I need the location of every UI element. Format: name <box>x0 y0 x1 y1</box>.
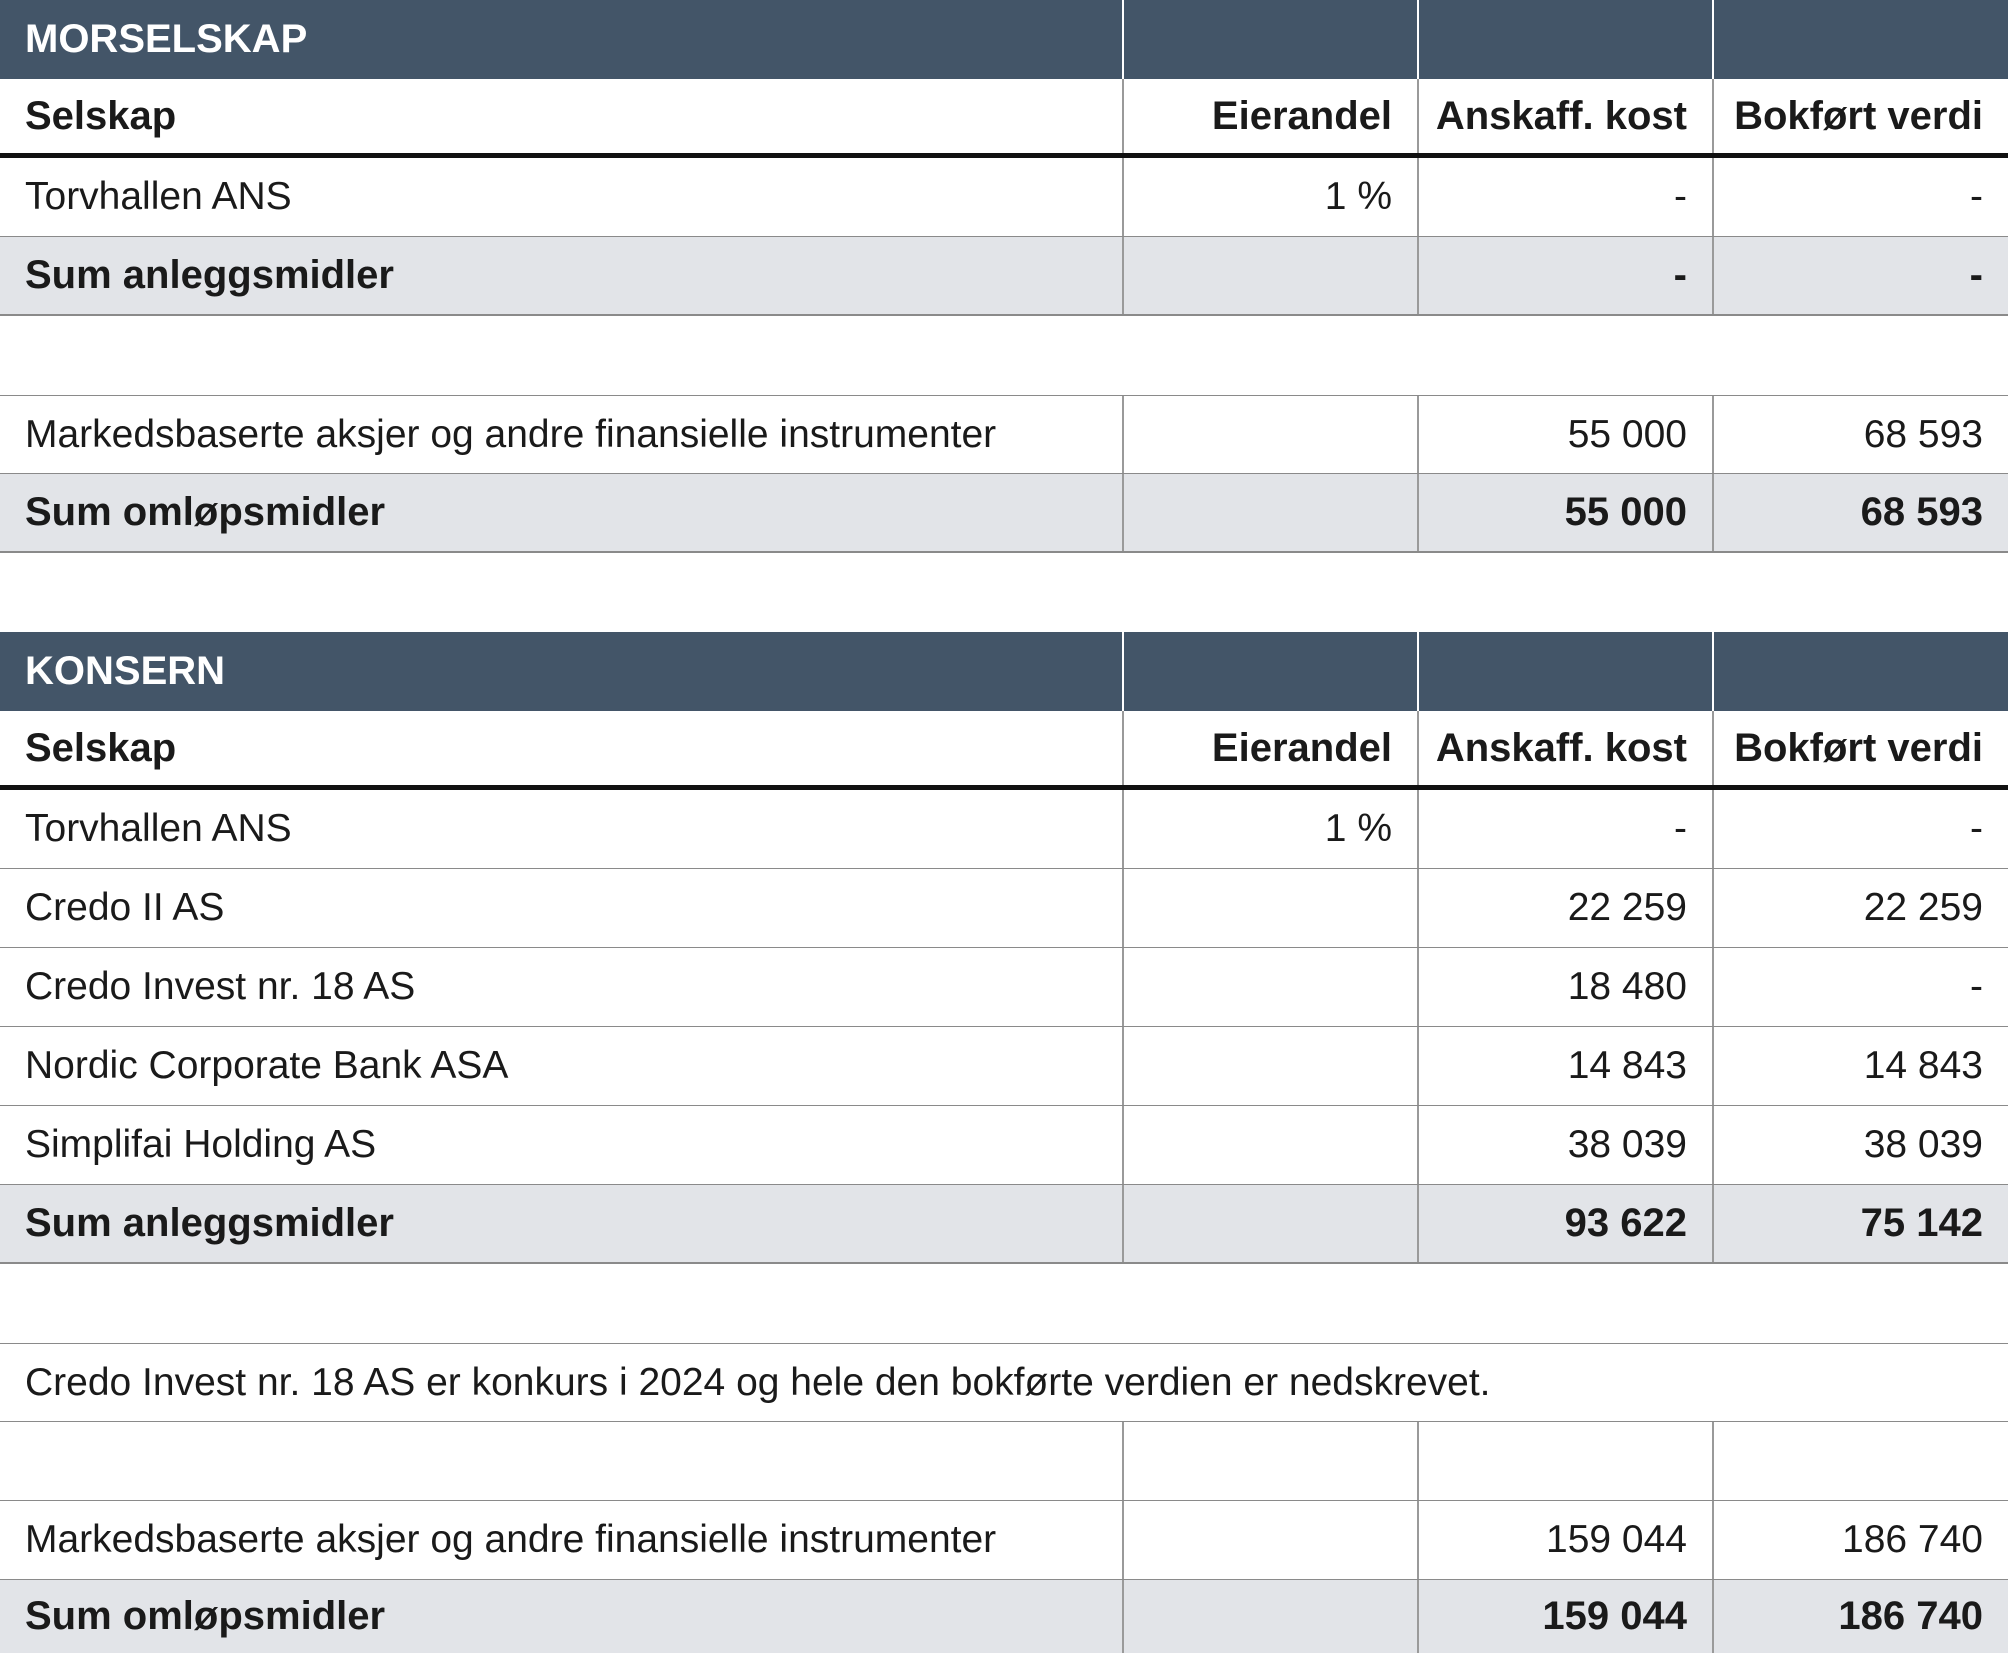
cost-value: 55 000 <box>1417 396 1712 473</box>
book-value: 22 259 <box>1712 869 2008 947</box>
column-header-cost: Anskaff. kost <box>1417 711 1712 785</box>
book-value: - <box>1712 790 2008 868</box>
ownership-value: 1 % <box>1122 158 1417 236</box>
sum-cost: 159 044 <box>1417 1580 1712 1653</box>
sum-book-value: 68 593 <box>1712 474 2008 551</box>
company-name: Simplifai Holding AS <box>25 1123 377 1166</box>
book-value: 68 593 <box>1712 396 2008 473</box>
sum-label: Sum omløpsmidler <box>25 490 386 534</box>
table-row <box>0 1106 2008 1185</box>
company-name: Markedsbaserte aksjer og andre finansielle instrumenter <box>25 1518 997 1561</box>
sum-book-value: - <box>1712 237 2008 314</box>
book-value: - <box>1712 948 2008 1026</box>
company-name: Torvhallen ANS <box>25 175 292 218</box>
ownership-value <box>1122 948 1417 1026</box>
company-name: Nordic Corporate Bank ASA <box>25 1044 509 1087</box>
cost-value: 159 044 <box>1417 1501 1712 1579</box>
sum-row <box>0 1580 2008 1653</box>
ownership-value <box>1122 396 1417 473</box>
column-header-cost: Anskaff. kost <box>1417 79 1712 153</box>
column-header-company: Selskap <box>25 725 177 770</box>
sum-cost: 55 000 <box>1417 474 1712 551</box>
column-header-book-value: Bokført verdi <box>1712 711 2008 785</box>
sum-row <box>0 474 2008 553</box>
ownership-value: 1 % <box>1122 790 1417 868</box>
table-row <box>0 1501 2008 1580</box>
ownership-value <box>1122 1106 1417 1184</box>
section-header-group <box>0 632 2008 711</box>
sum-row <box>0 1185 2008 1264</box>
section-title: MORSELSKAP <box>25 17 308 61</box>
book-value: 186 740 <box>1712 1501 2008 1579</box>
column-header-row <box>0 79 2008 158</box>
note-text: Credo Invest nr. 18 AS er konkurs i 2024 og hele den bokførte verdien er nedskrevet. <box>25 1360 1491 1404</box>
sum-cost: - <box>1417 237 1712 314</box>
company-name: Torvhallen ANS <box>25 807 292 850</box>
cost-value: - <box>1417 790 1712 868</box>
sum-label: Sum anleggsmidler <box>25 253 394 297</box>
cost-value: 38 039 <box>1417 1106 1712 1184</box>
sum-book-value: 75 142 <box>1712 1185 2008 1262</box>
column-header-ownership: Eierandel <box>1122 711 1417 785</box>
ownership-value <box>1122 1027 1417 1105</box>
note-row <box>0 1343 2008 1422</box>
company-name: Credo II AS <box>25 886 225 929</box>
book-value: 14 843 <box>1712 1027 2008 1105</box>
company-name: Credo Invest nr. 18 AS <box>25 965 416 1008</box>
ownership-value <box>1122 869 1417 947</box>
sum-book-value: 186 740 <box>1712 1580 2008 1653</box>
cost-value: 18 480 <box>1417 948 1712 1026</box>
cost-value: - <box>1417 158 1712 236</box>
table-row <box>0 869 2008 948</box>
cost-value: 14 843 <box>1417 1027 1712 1105</box>
column-header-row <box>0 711 2008 790</box>
table-row <box>0 395 2008 474</box>
table-row <box>0 158 2008 237</box>
sum-row <box>0 237 2008 316</box>
spacer-row <box>0 1422 2008 1501</box>
sum-label: Sum omløpsmidler <box>25 1594 386 1638</box>
sum-label: Sum anleggsmidler <box>25 1201 394 1245</box>
column-header-ownership: Eierandel <box>1122 79 1417 153</box>
company-name: Markedsbaserte aksjer og andre finansielle instrumenter <box>25 412 997 456</box>
column-header-book-value: Bokført verdi <box>1712 79 2008 153</box>
table-row <box>0 1027 2008 1106</box>
table-row <box>0 948 2008 1027</box>
section-title: KONSERN <box>25 649 226 693</box>
sum-cost: 93 622 <box>1417 1185 1712 1262</box>
book-value: - <box>1712 158 2008 236</box>
cost-value: 22 259 <box>1417 869 1712 947</box>
section-header-parent <box>0 0 2008 79</box>
book-value: 38 039 <box>1712 1106 2008 1184</box>
column-header-company: Selskap <box>25 93 177 138</box>
ownership-value <box>1122 1501 1417 1579</box>
table-row <box>0 790 2008 869</box>
